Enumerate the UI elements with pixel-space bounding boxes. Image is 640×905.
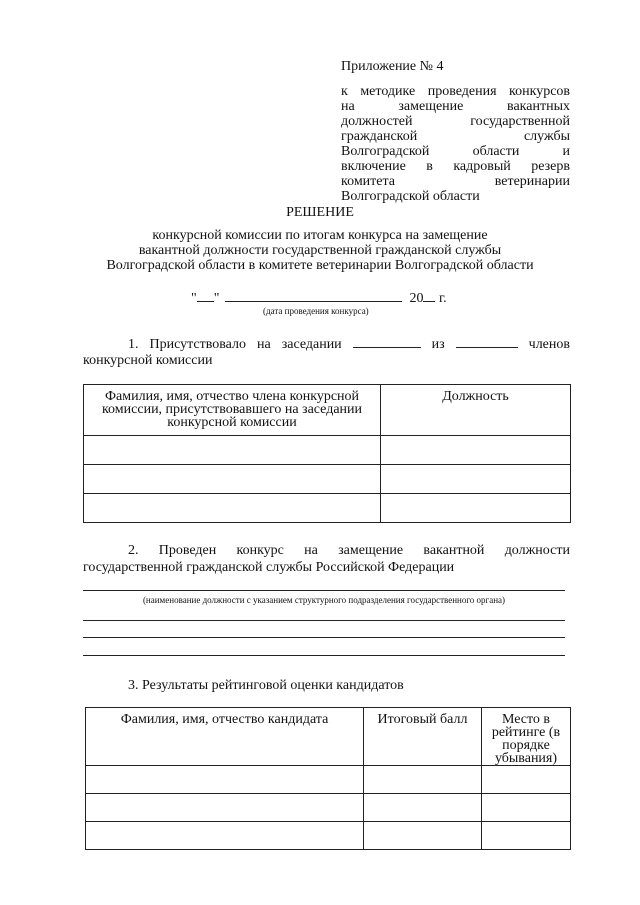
- appendix-line-7: [341, 174, 570, 189]
- subtitle-line: Волгоградской области в комитете ветеринарии Волгоградской области: [106, 258, 534, 273]
- word: Проведен: [158, 543, 217, 558]
- month-blank[interactable]: [225, 290, 402, 302]
- table-header-row: [84, 385, 571, 436]
- table-cell[interactable]: [364, 822, 482, 850]
- table-row: [84, 494, 571, 523]
- word: конкурсов: [509, 84, 571, 99]
- appendix-line-6: [341, 159, 570, 174]
- appendix-line-4: [341, 129, 570, 144]
- decision-title: РЕШЕНИЕ: [286, 205, 354, 220]
- word: включение: [341, 159, 406, 174]
- section1-line1: [128, 336, 570, 352]
- present-count-blank[interactable]: [353, 336, 421, 348]
- year-prefix: 20: [409, 291, 424, 306]
- word: Присутствовало: [149, 337, 247, 352]
- appendix-line-3: [341, 114, 570, 129]
- blank-line[interactable]: [83, 620, 565, 621]
- word: проведения: [427, 84, 497, 99]
- word: к: [341, 84, 348, 99]
- table-cell[interactable]: [482, 822, 571, 850]
- word: на: [341, 99, 355, 114]
- table-cell[interactable]: [84, 436, 381, 465]
- section3-heading: 3. Результаты рейтинговой оценки кандидатов: [128, 678, 404, 693]
- table-row: [86, 822, 571, 850]
- word: кадровый: [453, 159, 511, 174]
- col-candidate-name: Фамилия, имя, отчество кандидата: [86, 708, 364, 766]
- col-total-score: Итоговый балл: [364, 708, 482, 766]
- col-member-name: Фамилия, имя, отчество члена конкурсной комиссии, присутствовавшего на заседании конкурсной комиссии: [84, 385, 381, 436]
- word: гражданской: [341, 129, 418, 144]
- year-blank[interactable]: [423, 290, 435, 302]
- table-cell[interactable]: [86, 766, 364, 794]
- section2-line1: [128, 543, 570, 558]
- table-cell[interactable]: [482, 794, 571, 822]
- appendix-line-2: [341, 99, 570, 114]
- total-count-blank[interactable]: [456, 336, 518, 348]
- table-cell[interactable]: [364, 794, 482, 822]
- word: резерв: [531, 159, 570, 174]
- table-cell[interactable]: [86, 822, 364, 850]
- word: на: [304, 543, 318, 558]
- decision-subtitle: [60, 228, 580, 273]
- appendix-title: Приложение № 4: [341, 59, 444, 74]
- word: вакантной: [423, 543, 485, 558]
- table-row: [84, 436, 571, 465]
- col-rating-place: Место в рейтинге (в порядке убывания): [482, 708, 571, 766]
- quote: ": [213, 291, 220, 306]
- word: ветеринарии: [494, 174, 570, 189]
- blank-line[interactable]: [83, 655, 565, 656]
- date-line: [191, 290, 447, 306]
- appendix-text: [341, 84, 570, 204]
- members-table: [83, 384, 571, 523]
- word: из: [431, 337, 445, 352]
- section2-line2: государственной гражданской службы Российской Федерации: [83, 560, 455, 575]
- word: должности: [504, 543, 570, 558]
- section1-line2: конкурсной комиссии: [83, 353, 213, 368]
- table-cell[interactable]: [381, 465, 571, 494]
- table-cell[interactable]: [84, 465, 381, 494]
- table-cell[interactable]: [364, 766, 482, 794]
- word: замещение: [398, 99, 464, 114]
- word: на: [257, 337, 271, 352]
- subtitle-line: конкурсной комиссии по итогам конкурса на замещение: [152, 228, 488, 243]
- position-name-line[interactable]: [83, 590, 565, 591]
- word: конкурс: [236, 543, 284, 558]
- subtitle-line: вакантной должности государственной гражданской службы: [138, 243, 502, 258]
- table-row: [84, 465, 571, 494]
- blank-line[interactable]: [83, 637, 565, 638]
- word: 2.: [128, 543, 139, 558]
- table-cell[interactable]: [86, 794, 364, 822]
- appendix-line-5: [341, 144, 570, 159]
- word: заседании: [281, 337, 342, 352]
- quote: ": [191, 291, 197, 306]
- table-cell[interactable]: [84, 494, 381, 523]
- word: вакантных: [507, 99, 570, 114]
- table-header-row: [86, 708, 571, 766]
- word: Волгоградской области: [341, 189, 480, 204]
- word: и: [562, 144, 571, 159]
- appendix-line-8: [341, 189, 570, 204]
- word: в: [426, 159, 433, 174]
- word: должностей: [341, 114, 413, 129]
- appendix-line-1: [341, 84, 570, 99]
- word: замещение: [338, 543, 404, 558]
- table-cell[interactable]: [381, 436, 571, 465]
- word: области: [472, 144, 520, 159]
- year-suffix: г.: [438, 291, 447, 306]
- day-blank[interactable]: [197, 290, 214, 302]
- position-caption: (наименование должности с указанием структурного подразделения государственного органа): [142, 595, 506, 605]
- word: членов: [528, 337, 570, 352]
- col-position: Должность: [381, 385, 571, 436]
- rating-table: [85, 707, 571, 850]
- table-cell[interactable]: [482, 766, 571, 794]
- word: государственной: [470, 114, 570, 129]
- word: 1.: [128, 337, 139, 352]
- table-row: [86, 766, 571, 794]
- word: Волгоградской: [341, 144, 430, 159]
- date-caption: (дата проведения конкурса): [263, 306, 369, 316]
- word: методике: [360, 84, 416, 99]
- word: службы: [523, 129, 570, 144]
- word: комитета: [341, 174, 396, 189]
- table-cell[interactable]: [381, 494, 571, 523]
- table-row: [86, 794, 571, 822]
